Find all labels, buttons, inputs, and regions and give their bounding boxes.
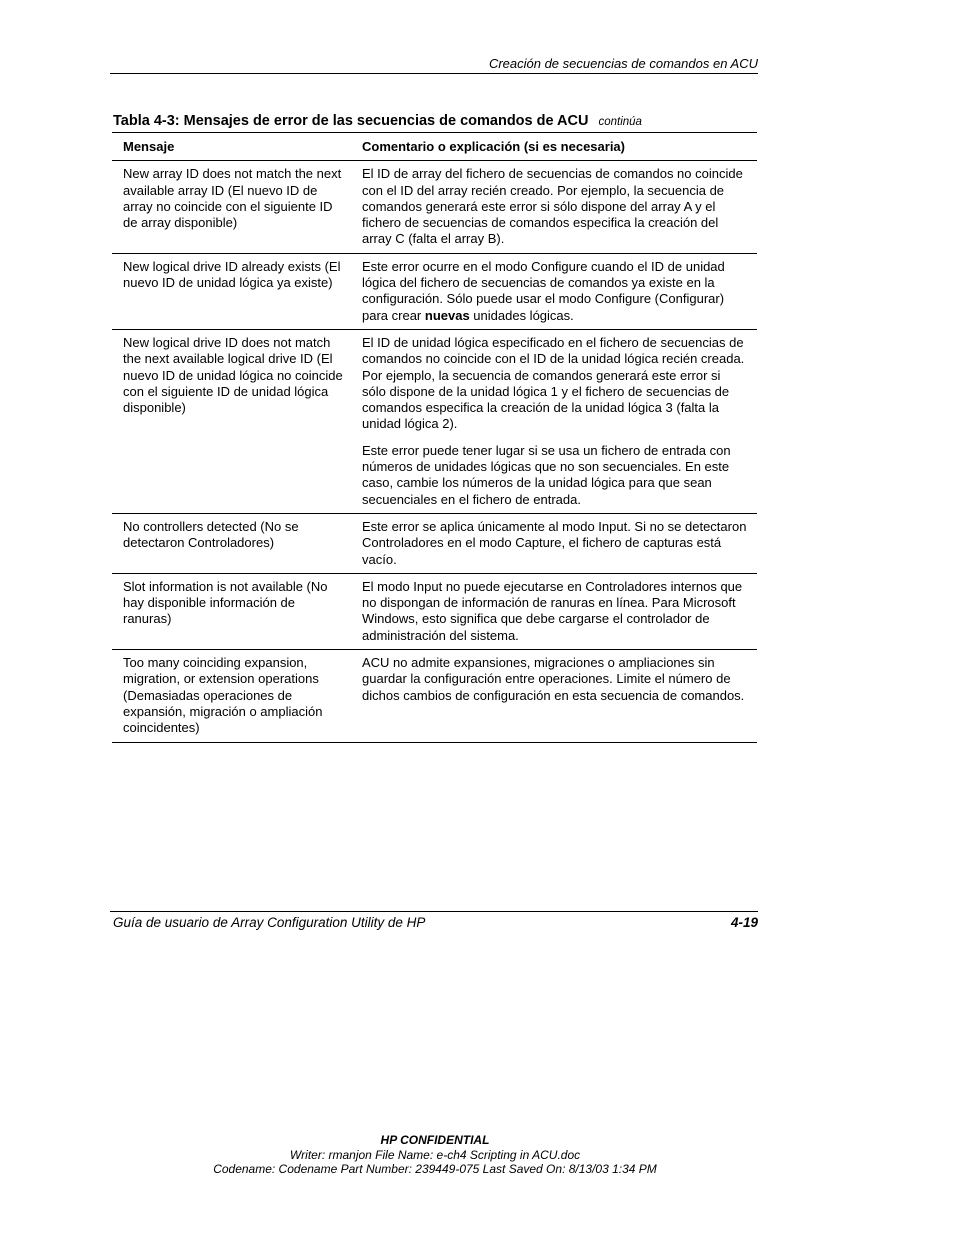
table-caption-title: Tabla 4-3: Mensajes de error de las secuencias de comandos de ACU	[113, 113, 589, 129]
table-caption-continued: continúa	[598, 116, 642, 128]
table-header-row	[112, 133, 757, 161]
footer-book-title: Guía de usuario de Array Configuration Utility de HP	[113, 915, 426, 930]
message-cell: Slot information is not available (No hay disponible información de ranuras)	[123, 578, 328, 627]
message-cell: New logical drive ID does not match the next available logical drive ID (El nuevo ID de unidad lógica no coincide con el siguiente ID de unidad lógica disponible)	[123, 334, 343, 416]
comment-cell	[351, 650, 757, 741]
comment-paragraph: Este error se aplica únicamente al modo Input. Si no se detectaron Controladores en el modo Capture, el fichero de capturas está vacío.	[362, 518, 747, 567]
footer-page-number: 4-19	[730, 915, 758, 930]
comment-paragraph: ACU no admite expansiones, migraciones o ampliaciones sin guardar la configuración entre operaciones. Limite el número de dichos cambios de configuración en esta secuencia de comandos.	[362, 655, 745, 703]
confidential-block	[0, 1133, 870, 1177]
table-row	[112, 650, 757, 741]
comment-cell	[351, 161, 757, 252]
comment-cell	[351, 574, 757, 649]
comment-paragraph: El ID de unidad lógica especificado en el fichero de secuencias de comandos no coincide con el ID de la unidad lógica recién creada. Por ejemplo, la secuencia de comandos generará este error si sólo dispone de la unidad lógica 1 y el fichero de secuencias de comandos especifica la creación de la unidad lógica 3 (falta la unidad lógica 2).	[362, 334, 745, 432]
comment-cell	[351, 514, 757, 573]
message-cell: New logical drive ID already exists (El nuevo ID de unidad lógica ya existe)	[123, 258, 341, 291]
part-number-info: Codename: Codename Part Number: 239449-075 Last Saved On: 8/13/03 1:34 PM	[213, 1162, 657, 1176]
table-row	[112, 254, 757, 330]
running-head-title: Creación de secuencias de comandos en ACU	[488, 56, 758, 71]
comment-paragraph: El ID de array del fichero de secuencias de comandos no coincide con el ID del array recién creado. Por ejemplo, la secuencia de comandos generará este error si sólo dispone del array A y el fichero de secuencias de comandos especifica la creación del array C (falta el array B).	[362, 166, 743, 247]
message-cell: Too many coinciding expansion, migration, or extension operations (Demasiadas operaciones de expansión, migración o ampliación coincidentes)	[123, 655, 323, 736]
header-divider	[110, 73, 758, 74]
column-header-comment: Comentario o explicación (si es necesaria)	[362, 139, 625, 154]
comment-text: unidades lógicas.	[469, 307, 574, 323]
comment-cell	[351, 330, 757, 513]
comment-paragraph: El modo Input no puede ejecutarse en Controladores internos que no dispongan de información de ranuras en línea. Para Microsoft Windows, esto significa que debe cargarse el controlador de administración del sistema.	[362, 578, 743, 643]
comment-paragraph: Este error puede tener lugar si se usa un fichero de entrada con números de unidades lógicas que no son secuenciales. En este caso, cambie los números de la unidad lógica para que sean secuenciales en el fichero de entrada.	[362, 442, 731, 507]
footer-divider	[110, 911, 758, 912]
table-row	[112, 330, 757, 514]
comment-text: Este error ocurre en el modo Configure cuando el ID de unidad lógica del fichero de secuencias de comandos ya existe en la configuración. Sólo puede usar el modo Configure (Configurar) para crear	[362, 258, 725, 323]
column-header-message: Mensaje	[123, 139, 175, 154]
comment-bold-word: nuevas	[424, 307, 470, 323]
comment-cell	[351, 254, 757, 329]
table-row	[112, 574, 757, 650]
message-cell: New array ID does not match the next available array ID (El nuevo ID de array no coincide con el siguiente ID de array disponible)	[123, 166, 342, 231]
table-row	[112, 161, 757, 253]
comment-paragraph	[362, 259, 747, 324]
table-row	[112, 514, 757, 574]
error-messages-table	[112, 132, 757, 743]
writer-info: Writer: rmanjon File Name: e-ch4 Scripting in ACU.doc	[289, 1147, 581, 1162]
table-caption	[113, 113, 758, 129]
confidential-label: HP CONFIDENTIAL	[380, 1133, 490, 1147]
message-cell: No controllers detected (No se detectaron Controladores)	[123, 518, 299, 551]
